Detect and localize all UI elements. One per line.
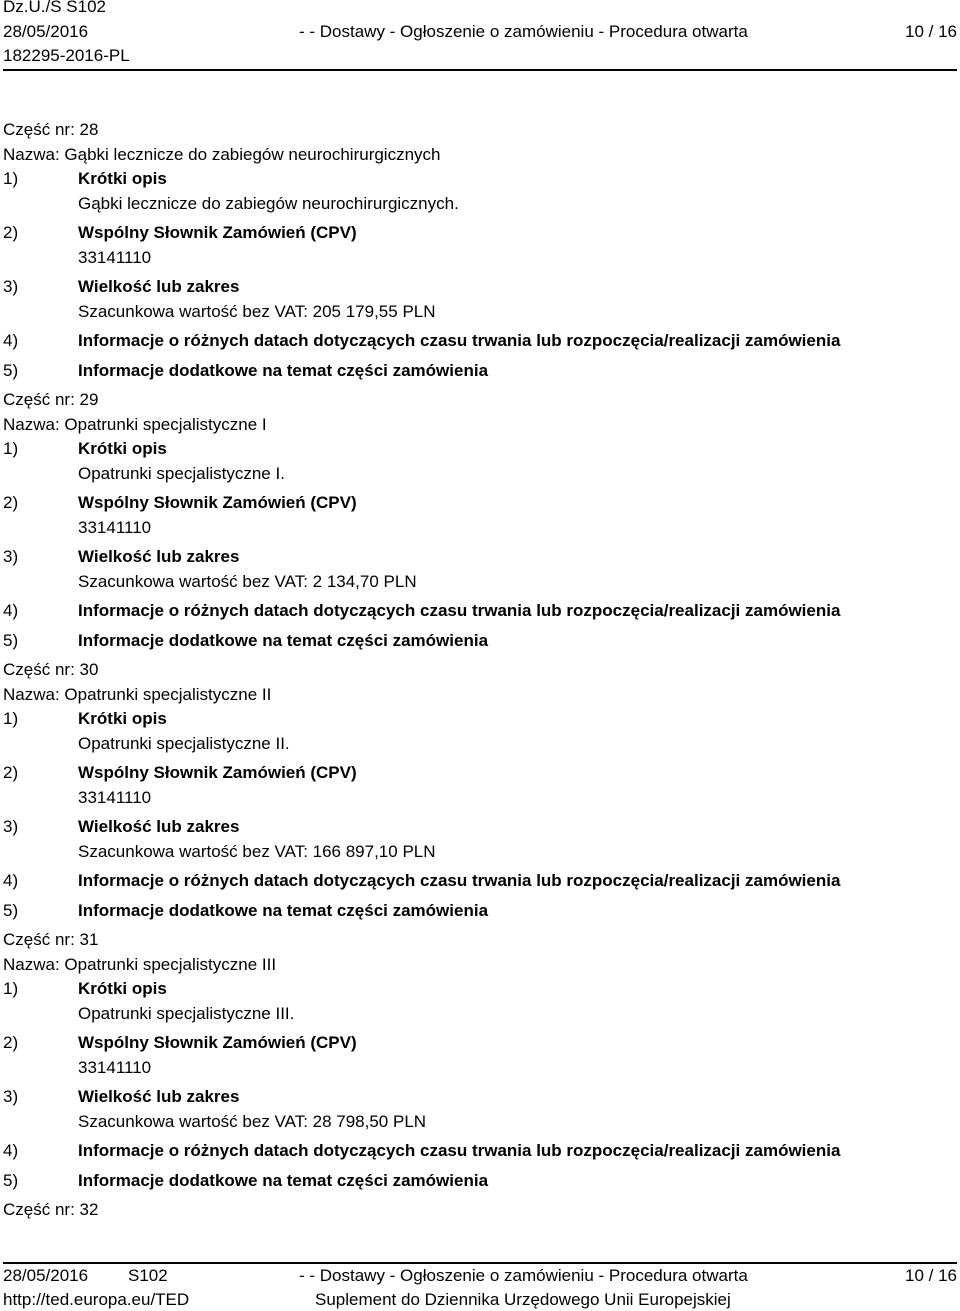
lot-cpv-code: 33141110 [78, 517, 152, 537]
section-number: 2) [3, 493, 19, 512]
section-heading-cpv: Wspólny Słownik Zamówień (CPV) [78, 763, 357, 782]
section-heading-additional-info: Informacje dodatkowe na temat części zamówienia [78, 360, 489, 380]
section-number: 1) [3, 709, 19, 728]
section-heading-short-description: Krótki opis [78, 979, 167, 998]
header-page-number: 10 / 16 [905, 22, 957, 41]
lot-cpv-code: 33141110 [78, 247, 152, 267]
lot-number: Część nr: 31 [3, 930, 99, 949]
section-heading-dates: Informacje o różnych datach dotyczących czasu trwania lub rozpoczęcia/realizacji zamówienia [78, 1141, 841, 1160]
section-heading-quantity: Wielkość lub zakres [78, 547, 240, 566]
lot-section [3, 928, 957, 1198]
section-number: 3) [3, 547, 19, 566]
section-number: 4) [3, 1141, 19, 1160]
lot-name: Nazwa: Gąbki lecznicze do zabiegów neurochirurgicznych [3, 144, 441, 164]
section-number: 4) [3, 601, 19, 620]
section-heading-cpv: Wspólny Słownik Zamówień (CPV) [78, 223, 357, 242]
section-heading-additional-info: Informacje dodatkowe na temat części zamówienia [78, 630, 489, 650]
section-heading-dates: Informacje o różnych datach dotyczących czasu trwania lub rozpoczęcia/realizacji zamówienia [78, 871, 841, 890]
lot-name: Nazwa: Opatrunki specjalistyczne I [3, 414, 267, 434]
lot-name: Nazwa: Opatrunki specjalistyczne II [3, 684, 272, 704]
section-heading-cpv: Wspólny Słownik Zamówień (CPV) [78, 493, 357, 512]
lot-number: Część nr: 30 [3, 660, 99, 679]
lot-estimated-value: Szacunkowa wartość bez VAT: 205 179,55 PLN [78, 301, 436, 321]
footer-page-number: 10 / 16 [905, 1266, 957, 1285]
section-heading-dates: Informacje o różnych datach dotyczących czasu trwania lub rozpoczęcia/realizacji zamówienia [78, 331, 841, 350]
header-notice-type: - - Dostawy - Ogłoszenie o zamówieniu - Procedura otwarta [299, 22, 748, 41]
lot-estimated-value: Szacunkowa wartość bez VAT: 28 798,50 PLN [78, 1111, 427, 1131]
lot-estimated-value: Szacunkowa wartość bez VAT: 166 897,10 PLN [78, 841, 436, 861]
lot-cpv-code: 33141110 [78, 1057, 152, 1077]
lot-section [3, 388, 957, 658]
section-heading-dates: Informacje o różnych datach dotyczących czasu trwania lub rozpoczęcia/realizacji zamówienia [78, 601, 841, 620]
footer-code: S102 [128, 1266, 168, 1285]
lot-description: Opatrunki specjalistyczne II. [78, 733, 290, 753]
section-heading-additional-info: Informacje dodatkowe na temat części zamówienia [78, 900, 489, 920]
lot-section [3, 658, 957, 928]
lot-cpv-code: 33141110 [78, 787, 152, 807]
section-number: 5) [3, 1170, 19, 1190]
lot-number: Część nr: 28 [3, 120, 99, 139]
lot-estimated-value: Szacunkowa wartość bez VAT: 2 134,70 PLN [78, 571, 417, 591]
section-number: 2) [3, 1033, 19, 1052]
section-number: 1) [3, 169, 19, 188]
lot-number: Część nr: 29 [3, 390, 99, 409]
lot-description: Opatrunki specjalistyczne III. [78, 1003, 295, 1023]
section-heading-additional-info: Informacje dodatkowe na temat części zamówienia [78, 1170, 489, 1190]
page-header [3, 0, 957, 72]
footer-date: 28/05/2016 [3, 1266, 89, 1285]
section-number: 5) [3, 900, 19, 920]
notice-content [3, 118, 957, 1223]
header-rule [3, 69, 957, 71]
lot-number: Część nr: 32 [3, 1200, 99, 1219]
lot-description: Gąbki lecznicze do zabiegów neurochirurgicznych. [78, 193, 459, 213]
section-number: 3) [3, 1087, 19, 1106]
section-number: 1) [3, 439, 19, 458]
section-number: 4) [3, 331, 19, 350]
section-number: 2) [3, 763, 19, 782]
section-heading-cpv: Wspólny Słownik Zamówień (CPV) [78, 1033, 357, 1052]
footer-rule [3, 1262, 957, 1264]
footer-journal-name: Suplement do Dziennika Urzędowego Unii Europejskiej [315, 1290, 731, 1309]
section-number: 3) [3, 817, 19, 836]
section-number: 5) [3, 360, 19, 380]
section-heading-short-description: Krótki opis [78, 169, 167, 188]
lot-description: Opatrunki specjalistyczne I. [78, 463, 285, 483]
lot-section [3, 118, 957, 388]
section-heading-quantity: Wielkość lub zakres [78, 1087, 240, 1106]
section-heading-short-description: Krótki opis [78, 439, 167, 458]
lot-name: Nazwa: Opatrunki specjalistyczne III [3, 954, 277, 974]
header-notice-id: 182295-2016-PL [3, 46, 130, 65]
section-number: 1) [3, 979, 19, 998]
page-footer [3, 1266, 957, 1311]
section-number: 4) [3, 871, 19, 890]
section-number: 5) [3, 630, 19, 650]
section-heading-quantity: Wielkość lub zakres [78, 817, 240, 836]
section-heading-quantity: Wielkość lub zakres [78, 277, 240, 296]
section-number: 3) [3, 277, 19, 296]
footer-notice-type: - - Dostawy - Ogłoszenie o zamówieniu - Procedura otwarta [299, 1266, 748, 1285]
footer-url[interactable]: http://ted.europa.eu/TED [3, 1290, 190, 1309]
header-date: 28/05/2016 [3, 22, 89, 41]
section-heading-short-description: Krótki opis [78, 709, 167, 728]
section-number: 2) [3, 223, 19, 242]
header-journal-ref: Dz.U./S S102 [3, 0, 106, 16]
